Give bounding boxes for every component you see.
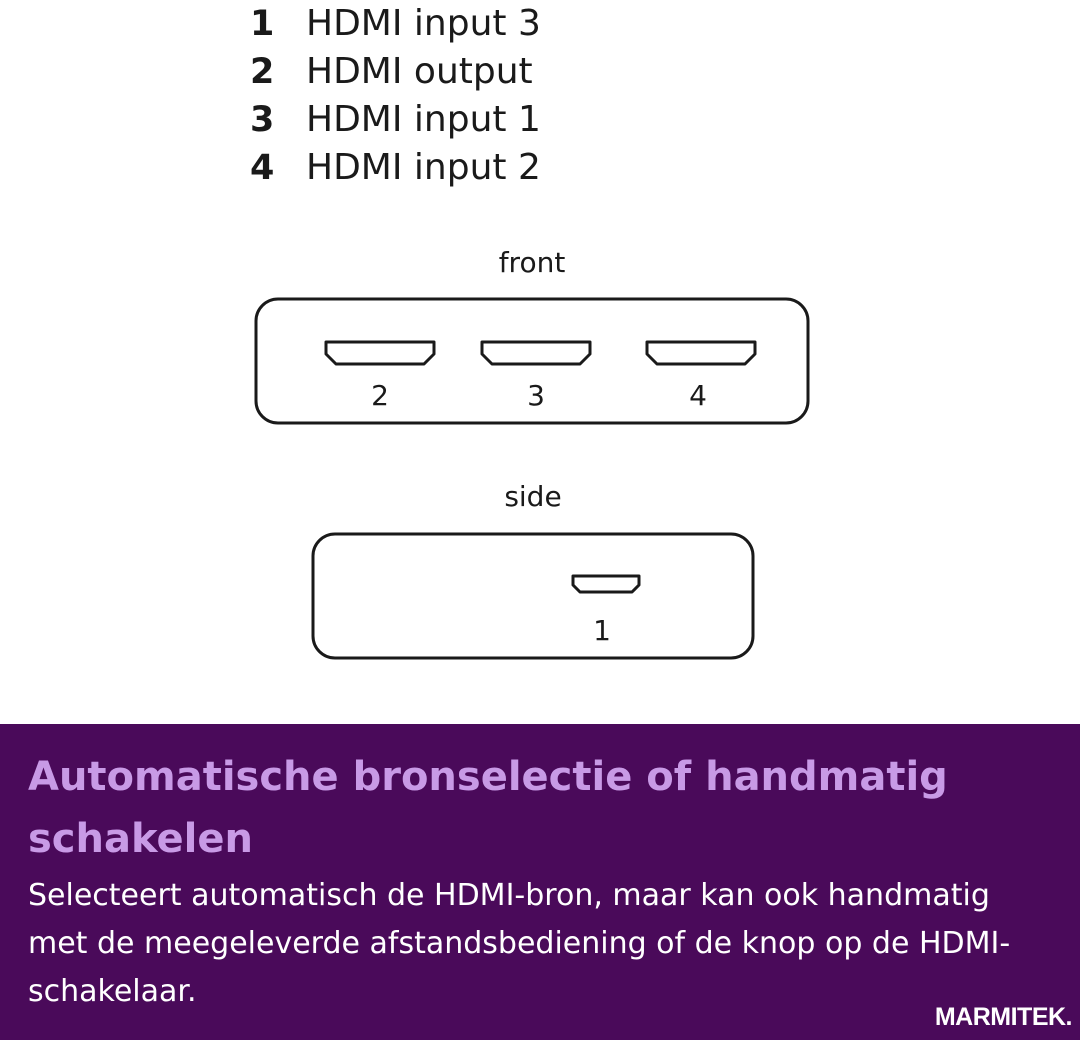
legend-label: HDMI input 1 (306, 99, 541, 140)
feature-title: Automatische bronselectie of handmatig schakelen (28, 754, 948, 862)
legend-number: 1 (250, 4, 275, 44)
port-number-label: 3 (527, 379, 545, 412)
legend-number: 3 (250, 100, 275, 140)
legend-number: 4 (250, 148, 275, 188)
legend-number: 2 (250, 52, 275, 92)
port-number-label: 1 (593, 614, 611, 647)
port-number-label: 2 (371, 379, 389, 412)
feature-banner (0, 724, 1080, 1040)
legend-label: HDMI input 3 (306, 3, 541, 44)
hdmi-port-icon (482, 342, 590, 364)
device-side-body (313, 534, 753, 658)
front-view-label: front (498, 246, 566, 279)
legend-label: HDMI output (306, 51, 533, 92)
port-number-label: 4 (689, 379, 707, 412)
brand-logo: MARMITEK. (934, 1003, 1072, 1031)
hdmi-port-icon (326, 342, 434, 364)
legend-label: HDMI input 2 (306, 147, 541, 188)
hdmi-port-icon (647, 342, 755, 364)
side-view-label: side (504, 480, 562, 513)
hdmi-port-icon (573, 576, 639, 592)
feature-description: Selecteert automatisch de HDMI-bron, maar kan ook handmatig met de meegeleverde afstandsbediening of de knop op de HDMI-schakelaar. (28, 878, 1011, 1009)
